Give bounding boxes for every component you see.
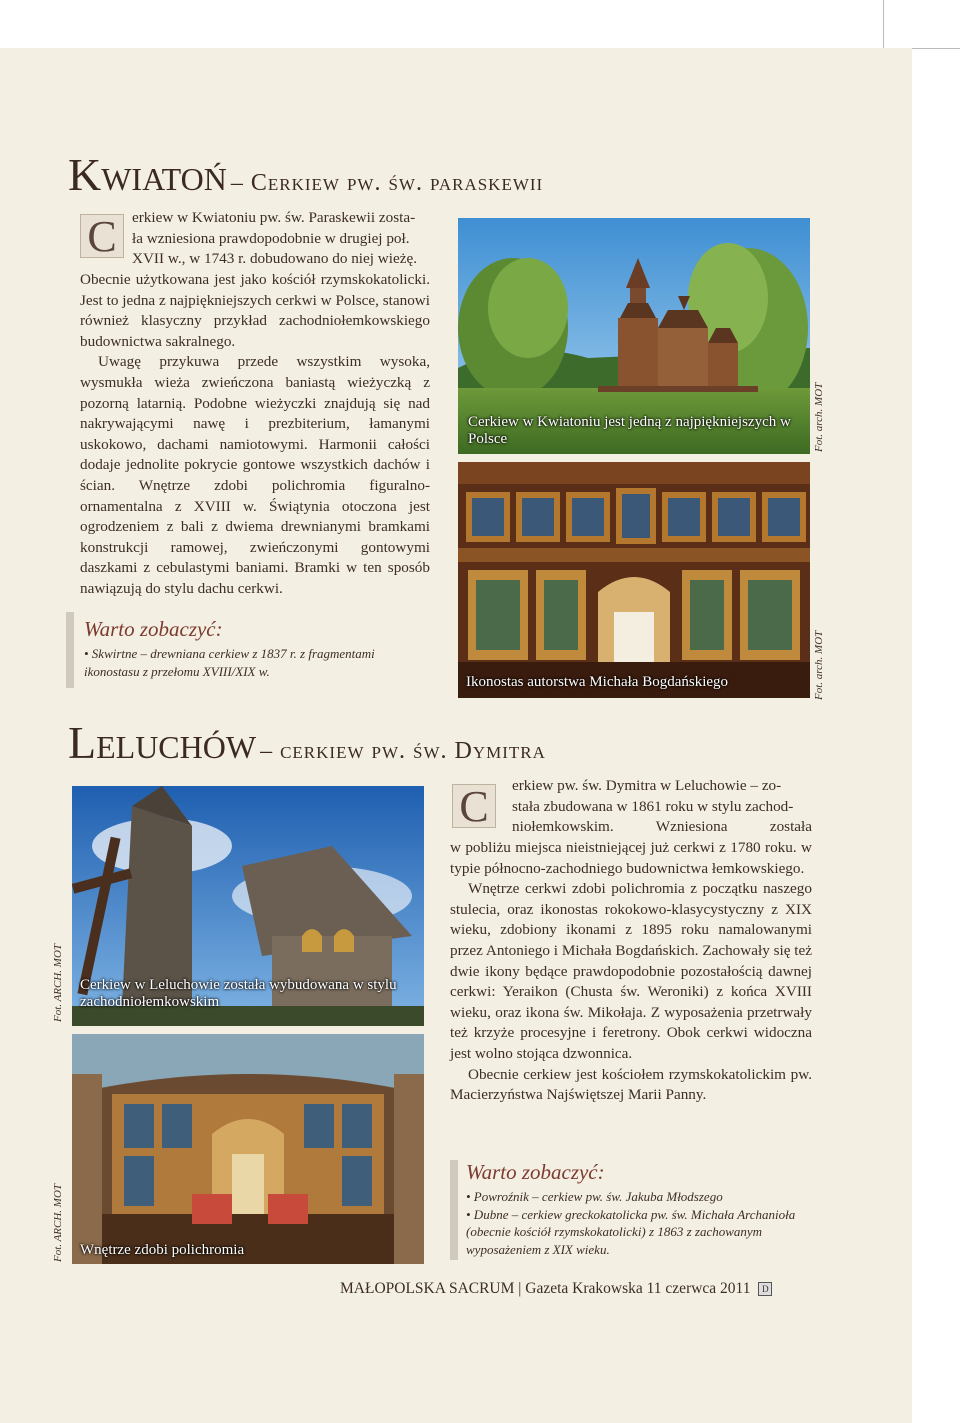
text-line: niołemkowskim. Wzniesiona została <box>512 818 812 836</box>
photo-credit-4: Fot. ARCH. MOT <box>52 1183 64 1262</box>
text-line: XVII w., w 1743 r. dobudowano do niej wieżę. <box>132 250 417 268</box>
sidebar-accent-bar <box>450 1160 458 1260</box>
title-main: Kwiatoń <box>68 149 227 200</box>
article-1-intro-lines <box>132 208 430 270</box>
photo-caption-3: Cerkiew w Leluchowie została wybudowana w stylu zachodniołemkowskim <box>80 977 397 1010</box>
photo-credit-3: Fot. ARCH. MOT <box>52 943 64 1022</box>
photo-caption-2: Ikonostas autorstwa Michała Bogdańskiego <box>466 674 729 690</box>
text-line: erkiew pw. św. Dymitra w Leluchowie – zo- <box>512 777 782 794</box>
see-also-title-1: Warto zobaczyć: <box>84 617 223 641</box>
photo-credit-1: Fot. arch. MOT <box>813 382 825 452</box>
photo-caption-4: Wnętrze zdobi polichromia <box>80 1242 245 1258</box>
sidebar-accent-bar <box>66 612 74 688</box>
paragraph: Uwagę przykuwa przede wszystkim wysoka, wysmukła wieża zwieńczona baniastą wieżyczką z pozorną latarnią. Podobne wieżyczki znajdują się nad nakrywającymi nawę i prezbiterium, łamanymi uskokowo, dachami namiotowymi. Harmonii całości dodaje jednolite pokrycie gontowe wszystkich dachów i ścian. Wnętrze zdobi polichromia figuralno-ornamentalna z XVIII w. Świątynia otoczona jest ogrodzeniem z bali z dwiema drewnianymi bramkami konstrukcji ramowej, zwieńczonymi gontowymi daszkami z cebulastymi baniami. Bramki w ten sposób nawiązują do stylu dachu cerkwi. <box>80 353 430 597</box>
list-item: • Skwirtne – drewniana cerkiew z 1837 r. z fragmentami ikonostasu z przełomu XVIII/XIX w. <box>84 646 375 679</box>
see-also-list-2 <box>466 1188 796 1258</box>
crop-mark <box>883 0 884 48</box>
article-2-intro-lines <box>512 776 812 838</box>
article-1-body <box>80 270 430 600</box>
section-title-leluchow <box>68 716 546 769</box>
footer-text: MAŁOPOLSKA SACRUM | Gazeta Krakowska 11 czerwca 2011 <box>340 1280 751 1297</box>
title-main: Leluchów <box>68 717 257 768</box>
photo-caption-1: Cerkiew w Kwiatoniu jest jedną z najpiękniejszych w Polsce <box>468 414 791 447</box>
list-item: • Dubne – cerkiew greckokatolicka pw. św. Michała Archanioła (obecnie kościół rzymskokatolicki) z 1863 z zachowanym wyposażeniem z XIX wieku. <box>466 1206 796 1257</box>
photo-leluchow-interior <box>72 1034 424 1264</box>
see-also-title-2: Warto zobaczyć: <box>466 1160 605 1184</box>
paragraph: w pobliżu miejsca nieistniejącej już cerkwi z 1780 roku. w typie północno-zachodniego budownictwa łemkowskiego. <box>450 839 812 877</box>
photo-iconostasis-image <box>458 462 810 698</box>
dropcap-1: C <box>80 214 124 258</box>
list-item: • Powroźnik – cerkiew pw. św. Jakuba Młodszego <box>466 1189 723 1204</box>
section-title-kwiaton <box>68 148 543 201</box>
paragraph: Obecnie cerkiew jest kościołem rzymskokatolickim pw. Macierzyństwa Najświętszej Marii Panny. <box>450 1065 812 1104</box>
photo-credit-2: Fot. arch. MOT <box>813 630 825 700</box>
section-badge: D <box>758 1282 772 1296</box>
dropcap-2: C <box>452 784 496 828</box>
text-line: ła wzniesiona prawdopodobnie w drugiej poł. <box>132 229 410 247</box>
title-sub: – Cerkiew pw. św. paraskewii <box>230 170 544 196</box>
paragraph: Obecnie użytkowana jest jako kościół rzymskokatolicki. Jest to jedna z najpiękniejszych cerkwi w Polsce, stanowi również klasyczny przykład zachodniołemkowskiego budownictwa sakralnego. <box>80 271 430 350</box>
crop-mark <box>912 48 960 49</box>
title-sub: – cerkiew pw. św. Dymitra <box>260 738 546 764</box>
photo-interior-image <box>72 1034 424 1264</box>
text-line: stała zbudowana w 1861 roku w stylu zachod- <box>512 797 794 815</box>
footer-line <box>340 1280 772 1298</box>
see-also-list-1 <box>84 645 424 680</box>
paragraph: Wnętrze cerkwi zdobi polichromia z początku naszego stulecia, oraz ikonostas rokokowo-klasycystyczny z XIX wieku, zdobiony ikonami z 1895 roku namalowanymi przez Antoniego i Michała Bogdańskich. Zachowały się też dwie ikony będące prawdopodobnie pozostałością dawnej cerkwi: Yeraikon (Chusta św. Weroniki) z końca XVIII wieku, oraz ikona św. Mikołaja. Z wyposażenia przetrwały też krzyże procesyjne i feretrony. Obok cerkwi widoczna jest wolno stojąca dzwonnica. <box>450 880 812 1062</box>
photo-iconostasis <box>458 462 810 698</box>
text-line: erkiew w Kwiatoniu pw. św. Paraskewii zosta- <box>132 209 416 226</box>
article-2-body <box>450 838 812 1106</box>
